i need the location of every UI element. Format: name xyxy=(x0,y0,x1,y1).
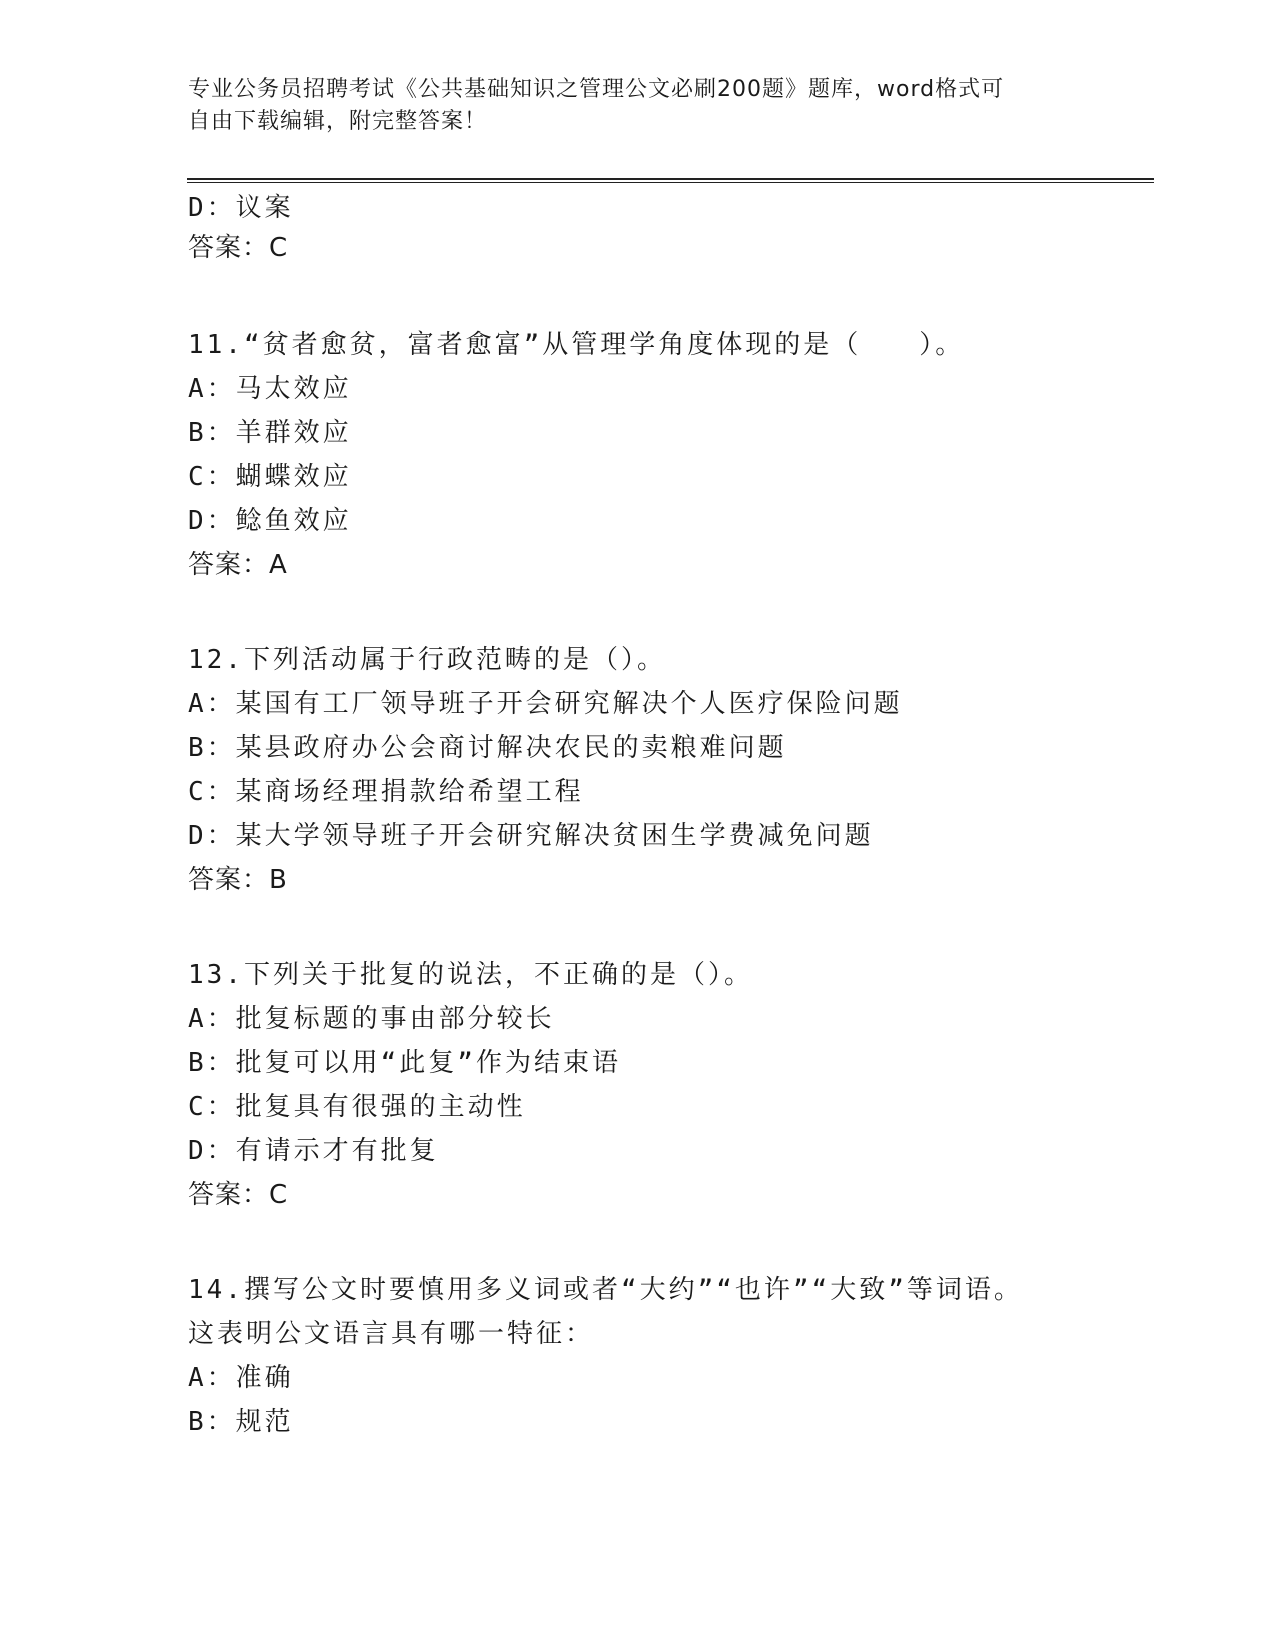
q11-option-d: D：鲶鱼效应 xyxy=(188,506,352,536)
prev-answer: 答案：C xyxy=(188,233,289,263)
q13-option-c: C：批复具有很强的主动性 xyxy=(188,1092,526,1122)
header-line-1: 专业公务员招聘考试《公共基础知识之管理公文必刷200题》题库，word格式可 xyxy=(188,77,1005,102)
q13-answer: 答案：C xyxy=(188,1180,289,1210)
q11-option-b: B：羊群效应 xyxy=(188,418,352,448)
q13-option-b: B：批复可以用“此复”作为结束语 xyxy=(188,1048,621,1078)
q14-option-a: A：准确 xyxy=(188,1363,294,1393)
q12-question: 12.下列活动属于行政范畴的是（）。 xyxy=(188,645,666,675)
header-line-2: 自由下载编辑，附完整答案！ xyxy=(188,109,488,134)
q14-question-line-1: 14.撰写公文时要慎用多义词或者“大约”“也许”“大致”等词语。 xyxy=(188,1275,1023,1305)
q11-option-c: C：蝴蝶效应 xyxy=(188,462,352,492)
q13-question: 13.下列关于批复的说法，不正确的是（）。 xyxy=(188,960,753,990)
q12-option-d: D：某大学领导班子开会研究解决贫困生学费减免问题 xyxy=(188,821,874,851)
q11-question: 11.“贫者愈贫，富者愈富”从管理学角度体现的是（ ）。 xyxy=(188,330,965,360)
q12-option-a: A：某国有工厂领导班子开会研究解决个人医疗保险问题 xyxy=(188,689,903,719)
q12-option-b: B：某县政府办公会商讨解决农民的卖粮难问题 xyxy=(188,733,787,763)
document-header xyxy=(188,74,1068,138)
prev-option-d: D：议案 xyxy=(188,193,294,223)
q12-option-c: C：某商场经理捐款给希望工程 xyxy=(188,777,584,807)
q13-option-a: A：批复标题的事由部分较长 xyxy=(188,1004,555,1034)
q12-answer: 答案：B xyxy=(188,865,288,895)
q11-answer: 答案：A xyxy=(188,550,288,580)
q13-option-d: D：有请示才有批复 xyxy=(188,1136,439,1166)
header-divider xyxy=(187,178,1154,183)
q11-option-a: A：马太效应 xyxy=(188,374,352,404)
q14-question-line-2: 这表明公文语言具有哪一特征： xyxy=(188,1319,595,1349)
q14-option-b: B：规范 xyxy=(188,1407,294,1437)
